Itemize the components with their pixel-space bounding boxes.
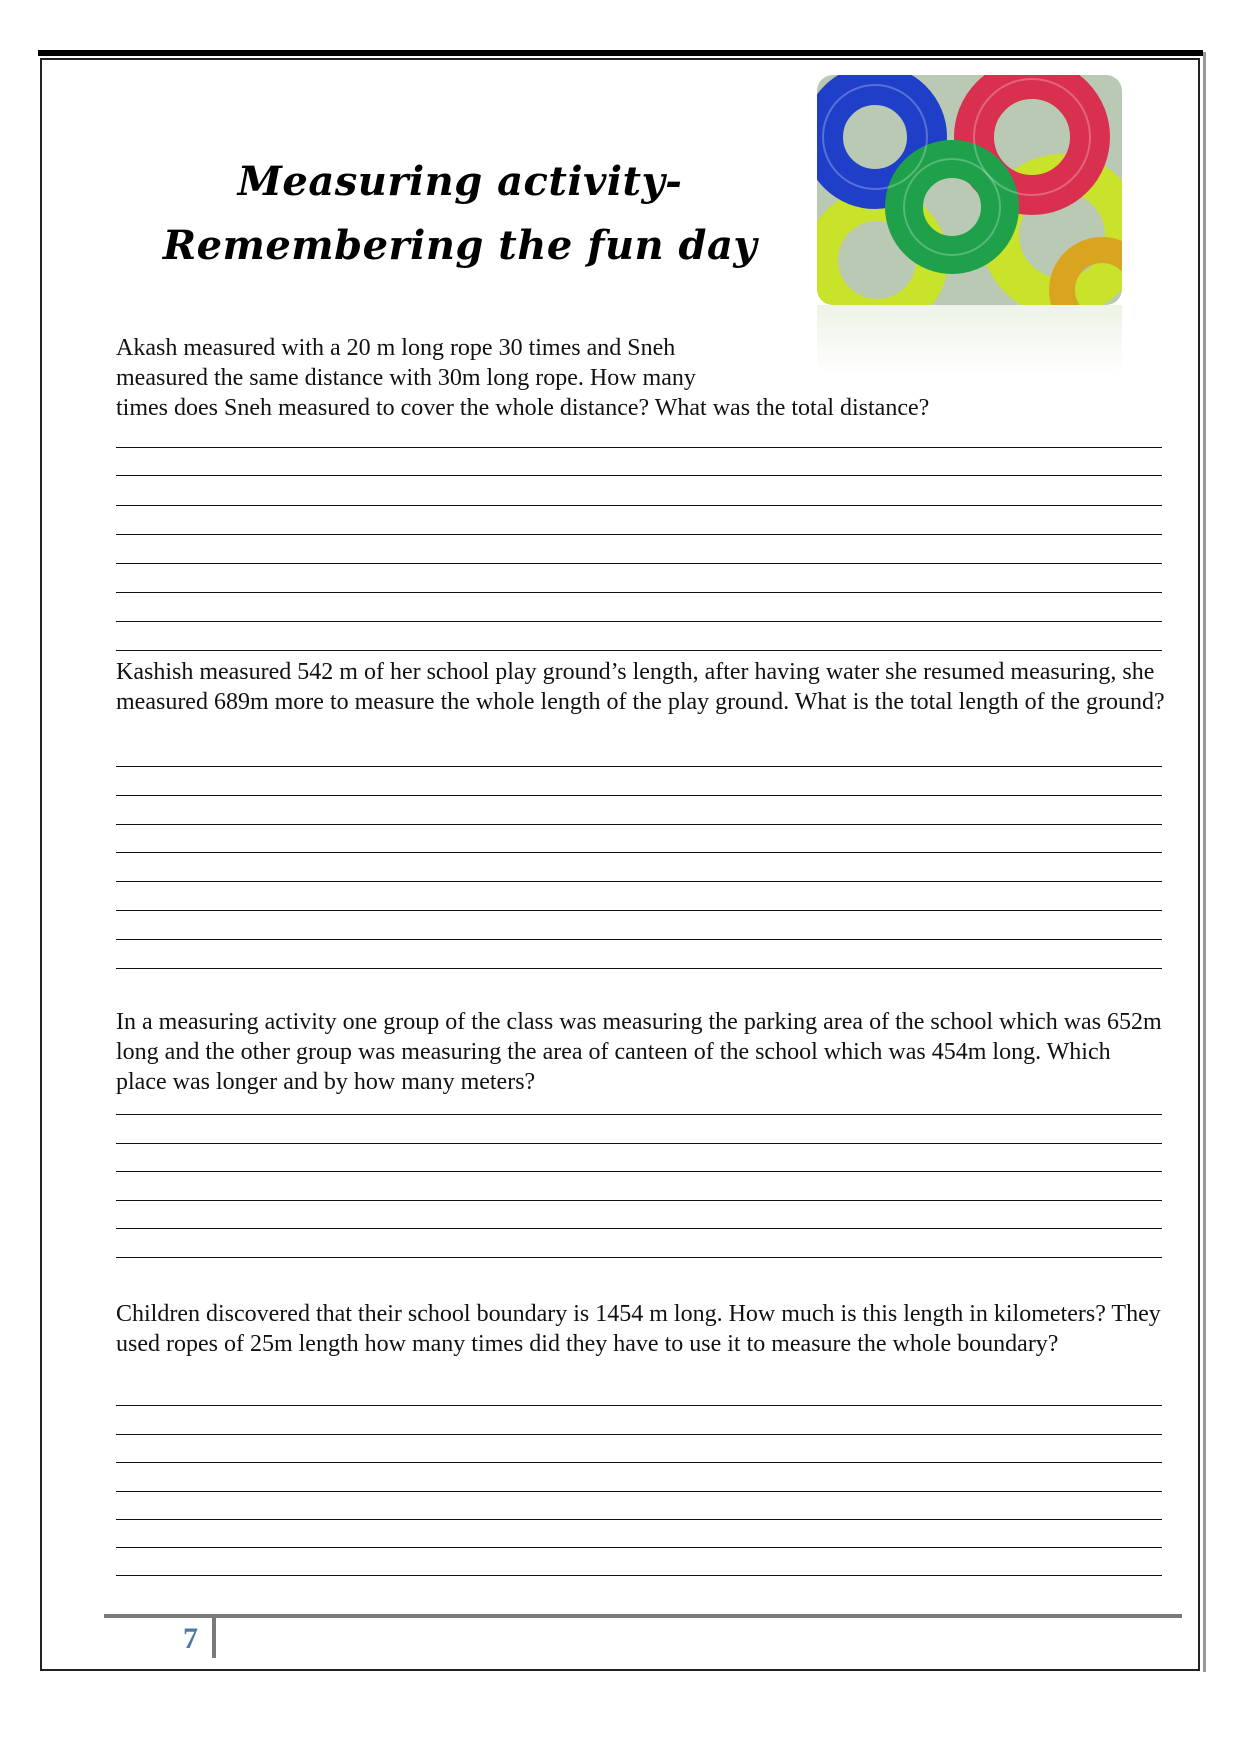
answer-line[interactable] [116, 1200, 1162, 1201]
answer-line[interactable] [116, 1491, 1162, 1492]
answer-line[interactable] [116, 1462, 1162, 1463]
answer-line[interactable] [116, 1257, 1162, 1258]
answer-line[interactable] [116, 1171, 1162, 1172]
page-title: Measuring activity- Remembering the fun day [162, 158, 758, 269]
page-number-divider [212, 1618, 216, 1658]
answer-line[interactable] [116, 505, 1162, 506]
answer-line[interactable] [116, 1575, 1162, 1576]
answer-line[interactable] [116, 475, 1162, 476]
answer-line[interactable] [116, 852, 1162, 853]
answer-line[interactable] [116, 795, 1162, 796]
answer-line[interactable] [116, 1114, 1162, 1115]
answer-line[interactable] [116, 968, 1162, 969]
question-1-line-1: Akash measured with a 20 m long rope 30 times and Sneh [116, 335, 676, 361]
answer-line[interactable] [116, 910, 1162, 911]
footer-rule [104, 1614, 1182, 1618]
question-2: Kashish measured 542 m of her school play ground’s length, after having water she resumed measuring, she measured 689m more to measure the whole length of the play ground. What is the total length of the ground? [116, 659, 1165, 715]
answer-line[interactable] [116, 1405, 1162, 1406]
answer-line[interactable] [116, 1228, 1162, 1229]
answer-line[interactable] [116, 1547, 1162, 1548]
answer-line[interactable] [116, 447, 1162, 448]
answer-line[interactable] [116, 824, 1162, 825]
answer-line[interactable] [116, 881, 1162, 882]
answer-line[interactable] [116, 650, 1162, 651]
answer-line[interactable] [116, 534, 1162, 535]
question-3: In a measuring activity one group of the class was measuring the parking area of the school which was 652m long and the other group was measuring the area of canteen of the school which was 454m long. Which place was longer and by how many meters? [116, 1009, 1162, 1095]
answer-line[interactable] [116, 766, 1162, 767]
answer-line[interactable] [116, 1519, 1162, 1520]
answer-line[interactable] [116, 563, 1162, 564]
answer-line[interactable] [116, 1143, 1162, 1144]
page-number: 7 [183, 1622, 198, 1655]
top-rule [38, 50, 1203, 56]
frame-shadow [1203, 52, 1206, 1672]
answer-line[interactable] [116, 592, 1162, 593]
answer-line[interactable] [116, 939, 1162, 940]
rope-coils-photo [817, 75, 1122, 305]
question-1-line-2: measured the same distance with 30m long rope. How many [116, 365, 696, 391]
answer-line[interactable] [116, 1434, 1162, 1435]
answer-line[interactable] [116, 621, 1162, 622]
question-1-line-3: times does Sneh measured to cover the whole distance? What was the total distance? [116, 395, 930, 421]
question-4: Children discovered that their school boundary is 1454 m long. How much is this length in kilometers? They used ropes of 25m length how many times did they have to use it to measure the whole boundary? [116, 1301, 1161, 1357]
rope-coils-icon [817, 75, 1122, 305]
question-1 [116, 333, 929, 423]
